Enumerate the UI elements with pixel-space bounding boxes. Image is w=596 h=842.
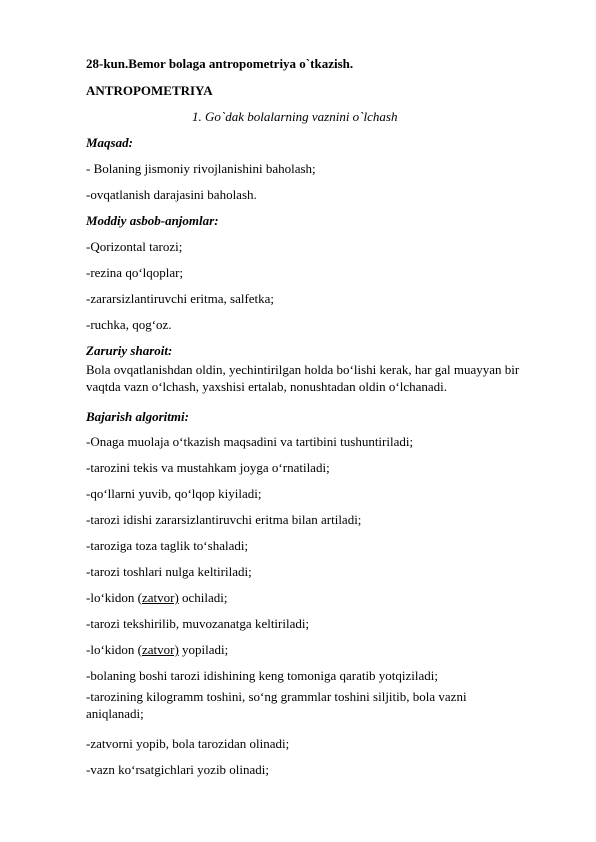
materials-item: -Qorizontal tarozi; — [86, 239, 183, 254]
materials-item: -zararsizlantiruvchi eritma, salfetka; — [86, 291, 275, 306]
materials-item: -rezina qo‘lqoplar; — [86, 265, 184, 280]
algorithm-step — [86, 642, 228, 657]
algorithm-step: -Onaga muolaja o‘tkazish maqsadini va tartibini tushuntiriladi; — [86, 434, 414, 449]
algorithm-step: -tarozi toshlari nulga keltiriladi; — [86, 564, 252, 579]
aim-heading: Maqsad: — [86, 135, 133, 150]
algorithm-step: -tarozi idishi zararsizlantiruvchi eritma bilan artiladi; — [86, 512, 362, 527]
step-text: -lo‘kidon ( — [86, 642, 142, 657]
algorithm-step: -tarozini tekis va mustahkam joyga o‘rnatiladi; — [86, 460, 330, 475]
aim-item: - Bolaning jismoniy rivojlanishini baholash; — [86, 161, 316, 176]
condition-heading: Zaruriy sharoit: — [86, 343, 173, 358]
materials-item: -ruchka, qog‘oz. — [86, 317, 172, 332]
step-text: ochiladi; — [178, 590, 228, 605]
algorithm-step: -tarozi tekshirilib, muvozanatga keltiriladi; — [86, 616, 310, 631]
aim-item: -ovqatlanish darajasini baholash. — [86, 187, 257, 202]
algorithm-step: -taroziga toza taglik to‘shaladi; — [86, 538, 249, 553]
algorithm-step — [86, 590, 228, 605]
algorithm-step: -qo‘llarni yuvib, qo‘lqop kiyiladi; — [86, 486, 262, 501]
zatvor-term: zatvor) — [141, 590, 179, 605]
document-title: 28-kun.Bemor bolaga antropometriya o`tkazish. — [86, 56, 354, 71]
zatvor-term: zatvor) — [141, 642, 179, 657]
algorithm-step: -zatvorni yopib, bola tarozidan olinadi; — [86, 736, 290, 751]
subsection-title: 1. Go`dak bolalarning vaznini o`lchash — [192, 109, 398, 124]
condition-text: Bola ovqatlanishdan oldin, yechintirilgan holda bo‘lishi kerak, har gal muayyan bir vaqtda vazn o‘lchash, yaxshisi ertalab, nonushtadan oldin o‘lchanadi. — [86, 362, 520, 394]
algorithm-step: -tarozining kilogramm toshini, so‘ng grammlar toshini siljitib, bola vazni aniqlanadi; — [86, 689, 467, 721]
materials-heading: Moddiy asbob-anjomlar: — [86, 213, 219, 228]
algorithm-step: -bolaning boshi tarozi idishining keng tomoniga qaratib yotqiziladi; — [86, 668, 439, 683]
section-heading: ANTROPOMETRIYA — [86, 83, 213, 98]
algorithm-step: -vazn ko‘rsatgichlari yozib olinadi; — [86, 762, 270, 777]
algorithm-heading: Bajarish algoritmi: — [86, 409, 189, 424]
step-text: -lo‘kidon ( — [86, 590, 142, 605]
step-text: yopiladi; — [178, 642, 229, 657]
